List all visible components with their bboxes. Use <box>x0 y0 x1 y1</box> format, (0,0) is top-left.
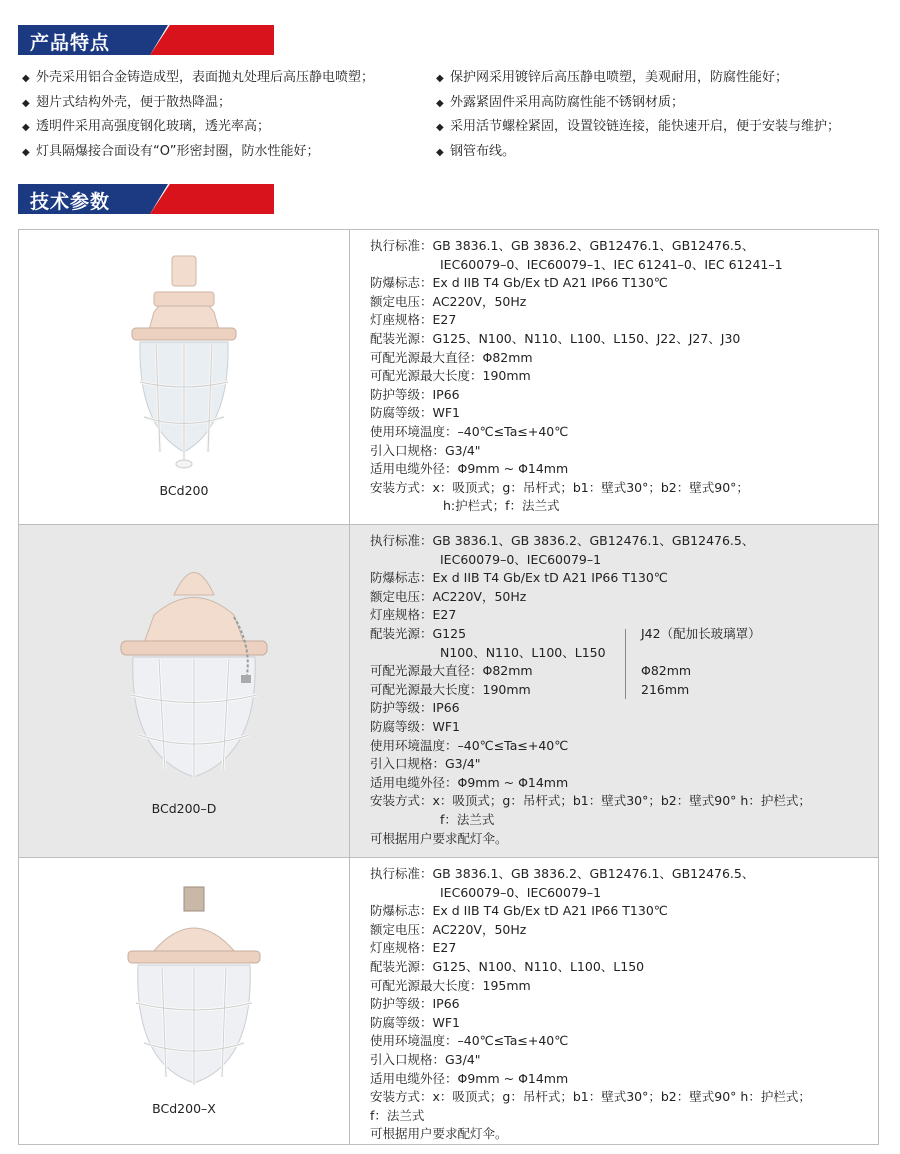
product-specs-bcd200 <box>350 230 879 525</box>
spec-line: 可配光源最大长度：190mm 216mm <box>370 681 690 697</box>
spec-line: 防护等级：IP66 <box>370 700 460 716</box>
spec-line: 防腐等级：WF1 <box>370 718 461 734</box>
spec-line: IEC60079–0、IEC60079–1 <box>440 884 602 900</box>
spec-line: 安装方式：x：吸顶式；g：吊杆式；b1：壁式30°；b2：壁式90° h：护栏式； <box>370 1089 811 1105</box>
product-image-cell <box>19 858 350 1145</box>
spec-line: IEC60079–0、IEC60079–1、IEC 61241–0、IEC 61241–1 <box>440 256 783 272</box>
spec-line: 额定电压：AC220V，50Hz <box>370 588 527 604</box>
spec-line: 可配光源最大长度：190mm <box>370 368 531 384</box>
spec-line: 灯座规格：E27 <box>370 940 457 956</box>
spec-line: 适用电缆外径：Φ9mm ~ Φ14mm <box>370 1070 569 1086</box>
spec-line: 防腐等级：WF1 <box>370 405 461 421</box>
spec-line: f：法兰式 <box>440 811 495 827</box>
feature-item: ◆ 透明件采用高强度钢化玻璃，透光率高； <box>22 115 432 140</box>
diamond-bullet-icon: ◆ <box>436 146 444 158</box>
spec-line: 防腐等级：WF1 <box>370 1014 461 1030</box>
features-section-header <box>18 25 274 55</box>
feature-item: ◆ 灯具隔爆接合面设有“O”形密封圈，防水性能好； <box>22 140 432 165</box>
spec-line: 可根据用户要求配灯伞。 <box>370 1126 508 1142</box>
spec-line: 可配光源最大直径：Φ82mm Φ82mm <box>370 663 692 679</box>
spec-section-header <box>18 184 274 214</box>
spec-line: 可根据用户要求配灯伞。 <box>370 830 508 846</box>
spec-line: 执行标准：GB 3836.1、GB 3836.2、GB12476.1、GB12476.5、 <box>370 533 755 548</box>
spec-line: IEC60079–0、IEC60079–1 <box>440 551 602 567</box>
spec-line: 配装光源：G125、N100、N110、L100、L150、J22、J27、J30 <box>370 330 741 346</box>
model-label: BCd200–D <box>151 801 217 816</box>
spec-line: f：法兰式 <box>370 1107 425 1123</box>
spec-line: 额定电压：AC220V，50Hz <box>370 293 527 309</box>
light-source-block <box>370 625 878 699</box>
header-red-block <box>150 25 274 55</box>
spec-line: 防护等级：IP66 <box>370 386 460 402</box>
features-right-column <box>436 66 882 164</box>
lamp-bcd200-image <box>124 252 244 477</box>
product-specs-bcd200-x <box>350 858 879 1145</box>
model-label: BCd200–X <box>152 1101 216 1116</box>
spec-line: 防爆标志：Ex d IIB T4 Gb/Ex tD A21 IP66 T130℃ <box>370 275 668 291</box>
product-image-cell <box>19 230 350 525</box>
feature-item: ◆ 外壳采用铝合金铸造成型，表面抛丸处理后高压静电喷塑； <box>22 66 432 91</box>
spec-line: 配装光源：G125 J42（配加长玻璃罩） <box>370 625 761 641</box>
spec-line: 引入口规格：G3/4" <box>370 756 481 772</box>
diamond-bullet-icon: ◆ <box>22 122 30 133</box>
spec-line: 配装光源：G125、N100、N110、L100、L150 <box>370 958 645 974</box>
spec-line: 安装方式：x：吸顶式；g：吊杆式；b1：壁式30°；b2：壁式90°； <box>370 479 749 495</box>
spec-line: 使用环境温度：–40℃≤Ta≤+40℃ <box>370 423 569 439</box>
features-left-column <box>22 66 432 164</box>
diamond-bullet-icon: ◆ <box>436 122 444 133</box>
spec-line: 额定电压：AC220V，50Hz <box>370 921 527 937</box>
product-row-bcd200-d <box>19 525 879 858</box>
spec-line: 灯座规格：E27 <box>370 607 457 623</box>
feature-item: ◆ 外露紧固件采用高防腐性能不锈钢材质； <box>436 91 882 116</box>
spec-table <box>18 229 879 1145</box>
spec-line: 使用环境温度：–40℃≤Ta≤+40℃ <box>370 1033 569 1049</box>
diamond-bullet-icon: ◆ <box>22 73 30 84</box>
spec-line: 适用电缆外径：Φ9mm ~ Φ14mm <box>370 774 569 790</box>
spec-line: N100、N110、L100、L150 <box>440 644 606 660</box>
spec-line: 防护等级：IP66 <box>370 996 460 1012</box>
spec-line: 可配光源最大长度：195mm <box>370 977 531 993</box>
model-label: BCd200 <box>159 483 209 498</box>
feature-item: ◆ 钢管布线。 <box>436 140 882 165</box>
spec-line: h:护栏式；f：法兰式 <box>443 498 560 514</box>
spec-line: 引入口规格：G3/4" <box>370 1051 481 1067</box>
spec-line: 安装方式：x：吸顶式；g：吊杆式；b1：壁式30°；b2：壁式90° h：护栏式； <box>370 793 811 809</box>
spec-line: 执行标准：GB 3836.1、GB 3836.2、GB12476.1、GB12476.5、 <box>370 866 755 881</box>
diamond-bullet-icon: ◆ <box>436 97 444 109</box>
spec-title: 技术参数 <box>30 191 111 213</box>
features-title: 产品特点 <box>30 32 111 54</box>
spec-line: 可配光源最大直径：Φ82mm <box>370 349 533 365</box>
spec-line: 使用环境温度：–40℃≤Ta≤+40℃ <box>370 737 569 753</box>
feature-item: ◆ 保护网采用镀锌后高压静电喷塑，美观耐用，防腐性能好； <box>436 66 882 91</box>
diamond-bullet-icon: ◆ <box>22 97 30 109</box>
lamp-bcd200-x-image <box>124 883 264 1093</box>
header-red-block <box>150 184 274 214</box>
spec-line: 灯座规格：E27 <box>370 312 457 328</box>
spec-line: 引入口规格：G3/4" <box>370 442 481 458</box>
feature-item: ◆ 采用活节螺栓紧固，设置铰链连接，能快速开启，便于安装与维护； <box>436 115 882 140</box>
product-row-bcd200 <box>19 230 879 525</box>
spec-line: 适用电缆外径：Φ9mm ~ Φ14mm <box>370 461 569 477</box>
product-row-bcd200-x <box>19 858 879 1145</box>
product-specs-bcd200-d <box>350 525 879 858</box>
diamond-bullet-icon: ◆ <box>436 73 444 84</box>
spec-line: 防爆标志：Ex d IIB T4 Gb/Ex tD A21 IP66 T130℃ <box>370 903 668 919</box>
spec-line: 防爆标志：Ex d IIB T4 Gb/Ex tD A21 IP66 T130℃ <box>370 570 668 586</box>
diamond-bullet-icon: ◆ <box>22 146 30 158</box>
lamp-bcd200-d-image <box>119 555 269 785</box>
feature-item: ◆ 翅片式结构外壳，便于散热降温； <box>22 91 432 116</box>
product-image-cell <box>19 525 350 858</box>
spec-line: 执行标准：GB 3836.1、GB 3836.2、GB12476.1、GB12476.5、 <box>370 238 755 253</box>
